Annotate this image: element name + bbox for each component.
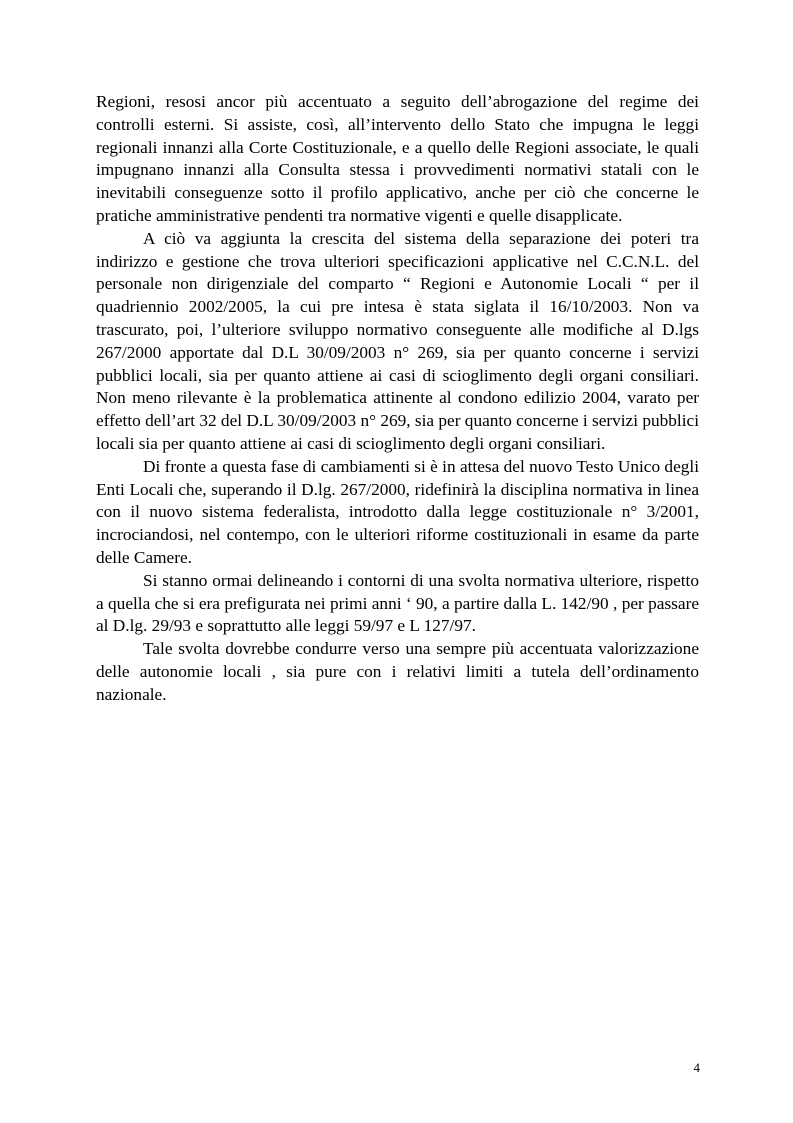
body-text [96, 91, 699, 707]
paragraph-continuation: Regioni, resosi ancor più accentuato a seguito dell’abrogazione del regime dei controlli esterni. Si assiste, così, all’intervento dello Stato che impugna le leggi regionali innanzi alla Corte Costituzionale, e a quello delle Regioni associate, le quali impugnano innanzi alla Consulta stessa i provvedimenti normativi statali con le inevitabili conseguenze sotto il profilo applicativo, anche per ciò che concerne le pratiche amministrative pendenti tra normative vigenti e quelle disapplicate. [96, 92, 699, 225]
paragraph-separation-of-powers: A ciò va aggiunta la crescita del sistema della separazione dei poteri tra indirizzo e gestione che trova ulteriori specificazioni applicative nel C.C.N.L. del personale non dirigenziale del comparto “ Regioni e Autonomie Locali “ per il quadriennio 2002/2005, la cui pre intesa è stata siglata il 16/10/2003. Non va trascurato, poi, l’ulteriore sviluppo normativo conseguente alle modifiche al D.lgs 267/2000 apportate dal D.L 30/09/2003 n° 269, sia per quanto concerne i servizi pubblici locali, sia per quanto attiene ai casi di scioglimento degli organi consiliari. Non meno rilevante è la problematica attinente al condono edilizio 2004, varato per effetto dell’art 32 del D.L 30/09/2003 n° 269, sia per quanto concerne i servizi pubblici locali sia per quanto attiene ai casi di scioglimento degli organi consiliari. [96, 228, 699, 453]
paragraph-autonomie-locali: Tale svolta dovrebbe condurre verso una sempre più accentuata valorizzazione delle autonomie locali , sia pure con i relativi limiti a tutela dell’ordinamento nazionale. [96, 639, 699, 704]
page-number: 4 [693, 1060, 700, 1075]
paragraph-svolta-normativa: Si stanno ormai delineando i contorni di una svolta normativa ulteriore, rispetto a quella che si era prefigurata nei primi anni ‘ 90, a partire dalla L. 142/90 , per passare al D.lg. 29/93 e soprattutto alle leggi 59/97 e L 127/97. [96, 570, 699, 636]
paragraph-testo-unico: Di fronte a questa fase di cambiamenti si è in attesa del nuovo Testo Unico degli Enti Locali che, superando il D.lg. 267/2000, ridefinirà la disciplina normativa in linea con il nuovo sistema federalista, introdotto dalla legge costituzionale n° 3/2001, incrociandosi, nel contempo, con le ulteriori riforme costituzionali in esame da parte delle Camere. [96, 456, 699, 567]
